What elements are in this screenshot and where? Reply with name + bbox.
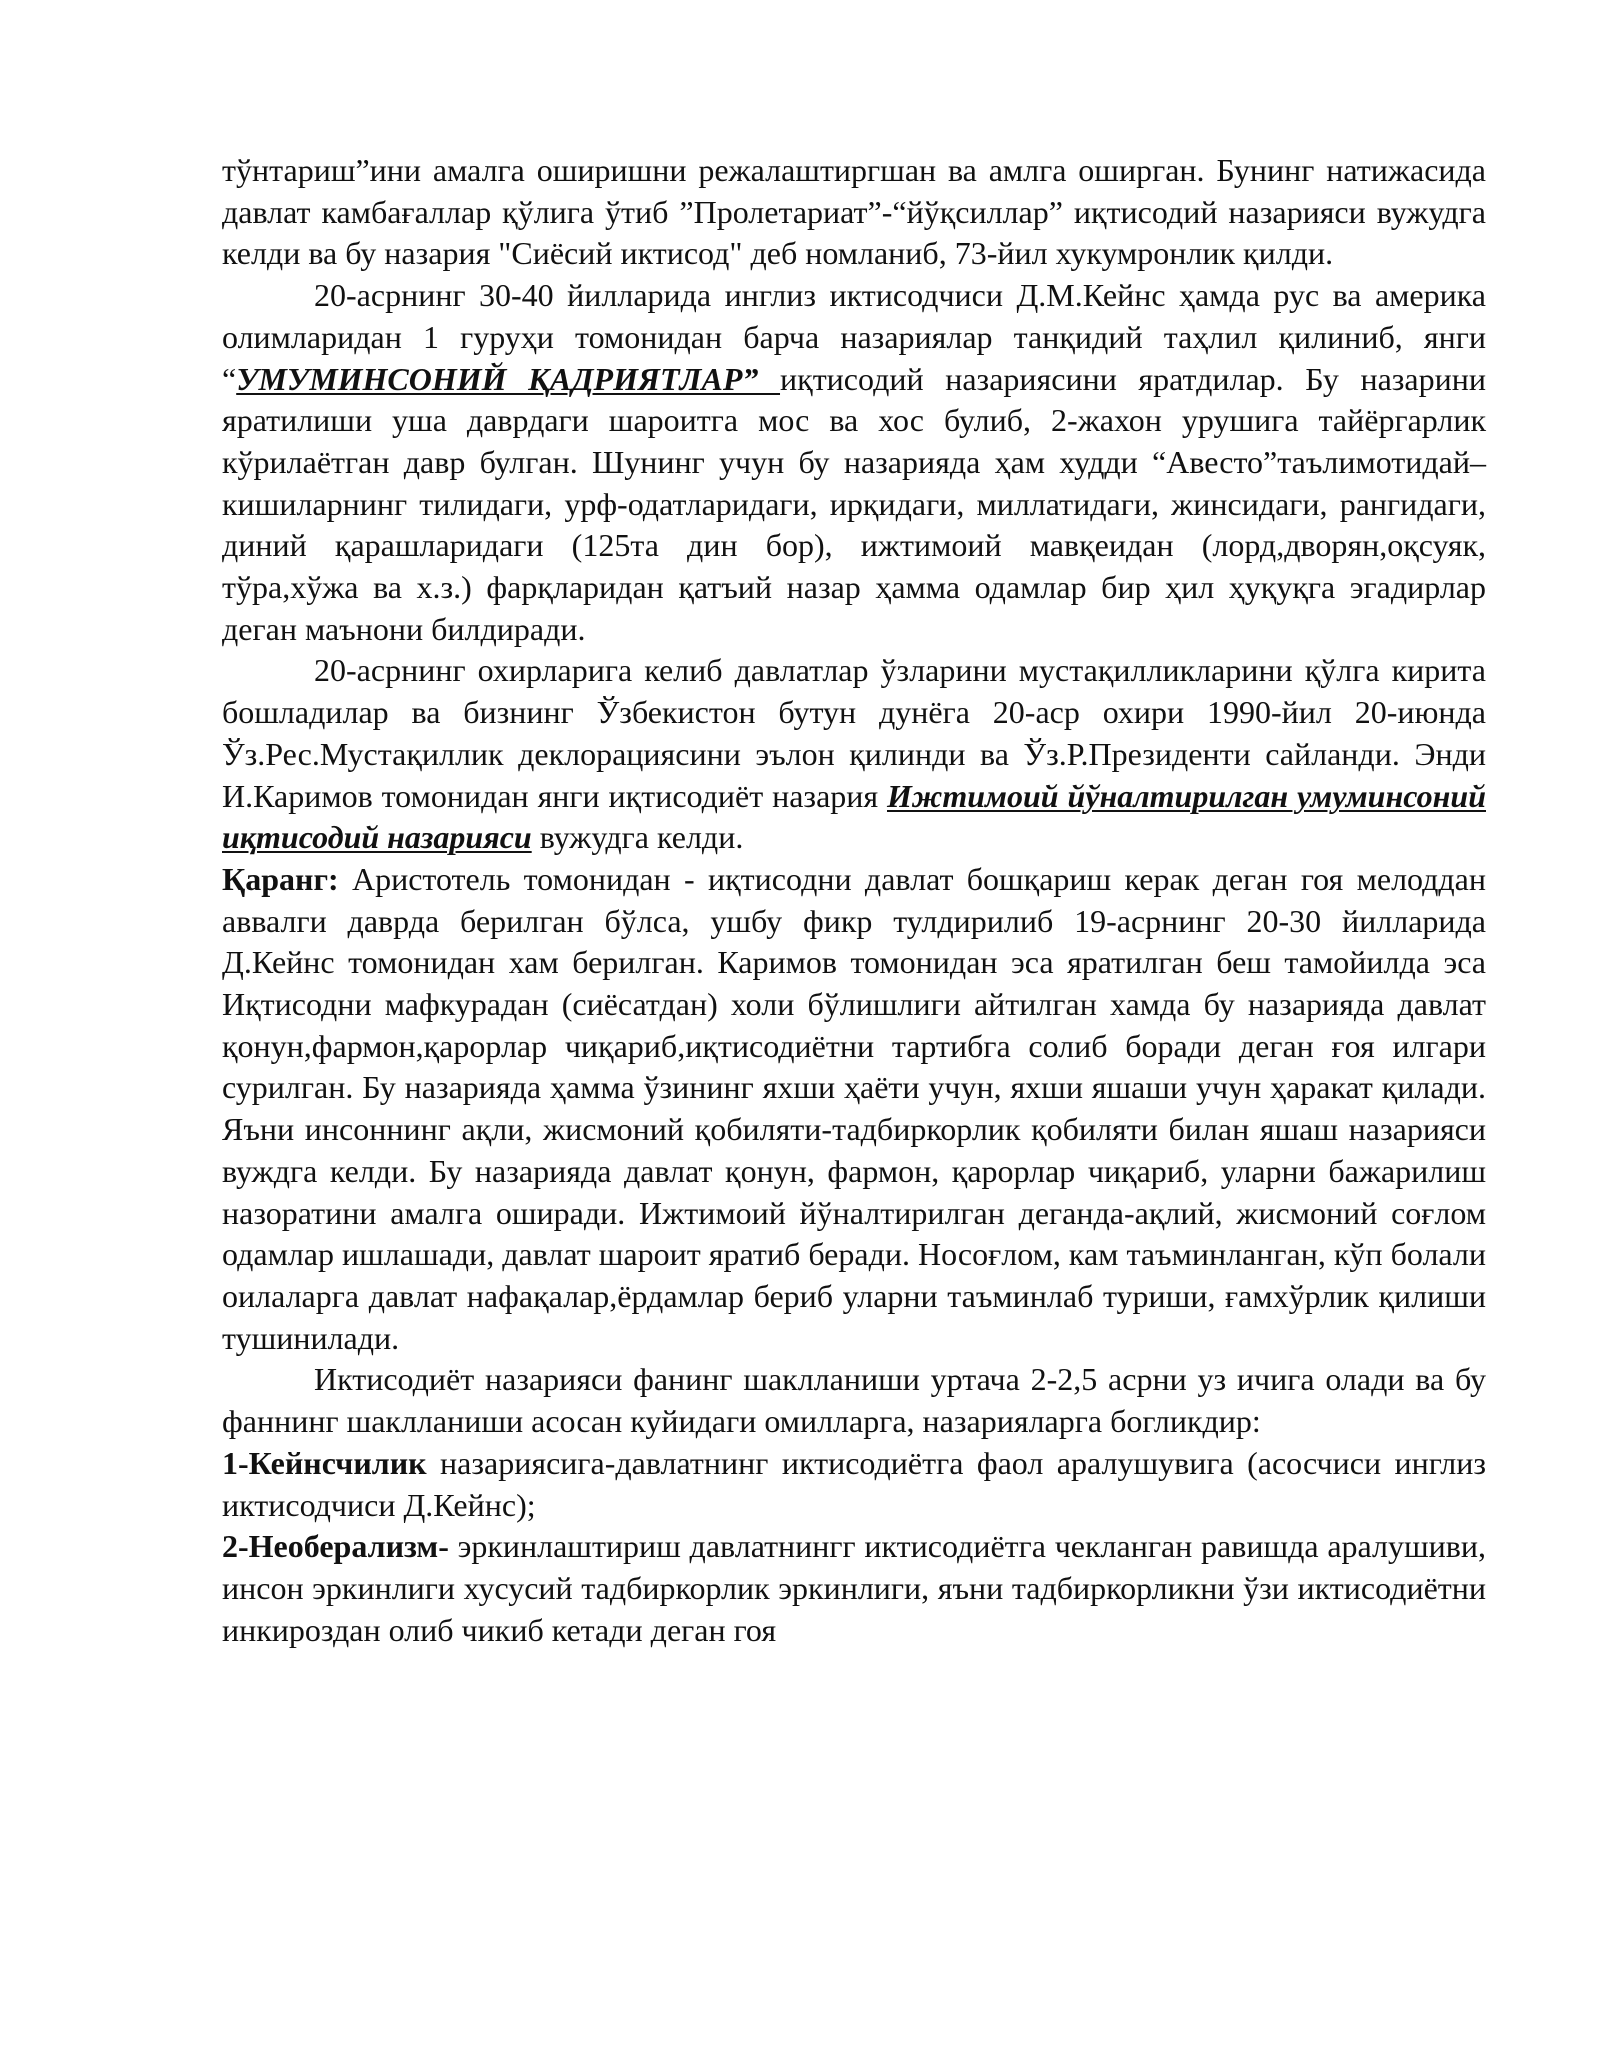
paragraph-3 [222,650,1486,859]
paragraph-4-text: Аристотель томонидан - иқтисодни давлат бошқариш керак деган гоя мелоддан аввалги даврда берилган бўлса, ушбу фикр тулдирилиб 19-асрнинг 20-30 йилларида Д.Кейнс томонидан хам берилган. Каримов томонидан эса яратилган беш тамойилда эса Иқтисодни мафкурадан (сиёсатдан) холи бўлишлиги айтилган хамда бу назарияда давлат қонун,фармон,қарорлар чиқариб,иқтисодиётни тартибга солиб боради деган ғоя илгари сурилган. Бу назарияда ҳамма ўзининг яхши ҳаёти учун, яхши яшаши учун ҳаракат қилади. Яъни инсоннинг ақли, жисмоний қобиляти-тадбиркорлик қобиляти билан яшаш назарияси вуждга келди. Бу назарияда давлат қонун, фармон, қарорлар чиқариб, уларни бажарилиш назоратини амалга оширади. Ижтимоий йўналтирилган деганда-ақлий, жисмоний соғлом одамлар ишлашади, давлат шароит яратиб беради. Носоғлом, кам таъминланган, кўп болали оилаларга давлат нафақалар,ёрдамлар бериб уларни таъминлаб туриши, ғамхўрлик қилиши тушинилади. [222,860,1486,1356]
paragraph-2-text-b: иқтисодий назариясини яратдилар. Бу назарини яратилиши уша даврдаги шароитга мос ва хос булиб, 2-жахон урушига тайёргарлик кўрилаётган давр булган. Шунинг учун бу назарияда ҳам худди “Авесто”таълимотидай–кишиларнинг тилидаги, урф-одатларидаги, ирқидаги, миллатидаги, жинсидаги, рангидаги, диний қарашларидаги (125та дин бор), ижтимоий мавқеидан (лорд,дворян,оқсуяк, тўра,хўжа ва х.з.) фарқларидан қатъий назар ҳамма одамлар бир ҳил ҳуқуқга эгадирлар деган маънони билдиради. [222,360,1487,647]
paragraph-7-label: 2-Необерализм- [222,1528,449,1565]
paragraph-7-text: эркинлаштириш давлатнингг иктисодиётга чекланган равишда аралушиви, инсон эркинлиги хусусий тадбиркорлик эркинлиги, яъни тадбиркорликни ўзи иктисодиётни инкироздан олиб чикиб кетади деган гоя [222,1528,1486,1648]
paragraph-3-text-a: 20-асрнинг охирларига келиб давлатлар ўзларини мустақилликларини қўлга кирита бошладилар ва бизнинг Ўзбекистон бутун дунёга 20-аср охири 1990-йил 20-июнда Ўз.Рес.Мустақиллик деклорациясини эълон қилинди ва Ўз.Р.Президенти сайланди. Энди И.Каримов томонидан янги иқтисодиёт назария [222,652,1486,814]
paragraph-2-text-a: 20-асрнинг 30-40 йилларида инглиз иктисодчиси Д.М.Кейнс ҳамда рус ва америка олимларидан 1 гуруҳи томонидан барча назариялар танқидий таҳлил қилиниб, янги “ [222,277,1486,397]
paragraph-4-label: Қаранг: [222,860,339,897]
paragraph-3-emphasis: Ижтимоий йўналтирилган умуминсоний иқтисодий назарияси [222,777,1486,856]
paragraph-1: тўнтариш”ини амалга оширишни режалаштиргшан ва амлга оширган. Бунинг натижасида давлат камбағаллар қўлига ўтиб ”Пролетариат”-“йўқсиллар” иқтисодий назарияси вужудга келди ва бу назария "Сиёсий иктисод" деб номланиб, 73-йил хукумронлик қилди. [222,152,1486,272]
paragraph-5: Иктисодиёт назарияси фанинг шаклланиши уртача 2-2,5 асрни уз ичига олади ва бу фаннинг шаклланиши асосан куйидаги омилларга, назарияларга богликдир: [222,1361,1486,1440]
paragraph-2 [222,275,1486,650]
paragraph-7 [222,1526,1486,1651]
paragraph-4 [222,859,1486,1359]
paragraph-2-emphasis: УМУМИНСОНИЙ ҚАДРИЯТЛАР” [236,360,781,397]
paragraph-6 [222,1443,1486,1526]
paragraph-6-text: назариясига-давлатнинг иктисодиётга фаол аралушувига (асосчиси инглиз иктисодчиси Д.Кейнс); [222,1444,1486,1523]
paragraph-3-text-b: вужудга келди. [531,819,744,856]
paragraph-6-label: 1-Кейнсчилик [222,1444,427,1481]
document-body [222,150,1486,1651]
